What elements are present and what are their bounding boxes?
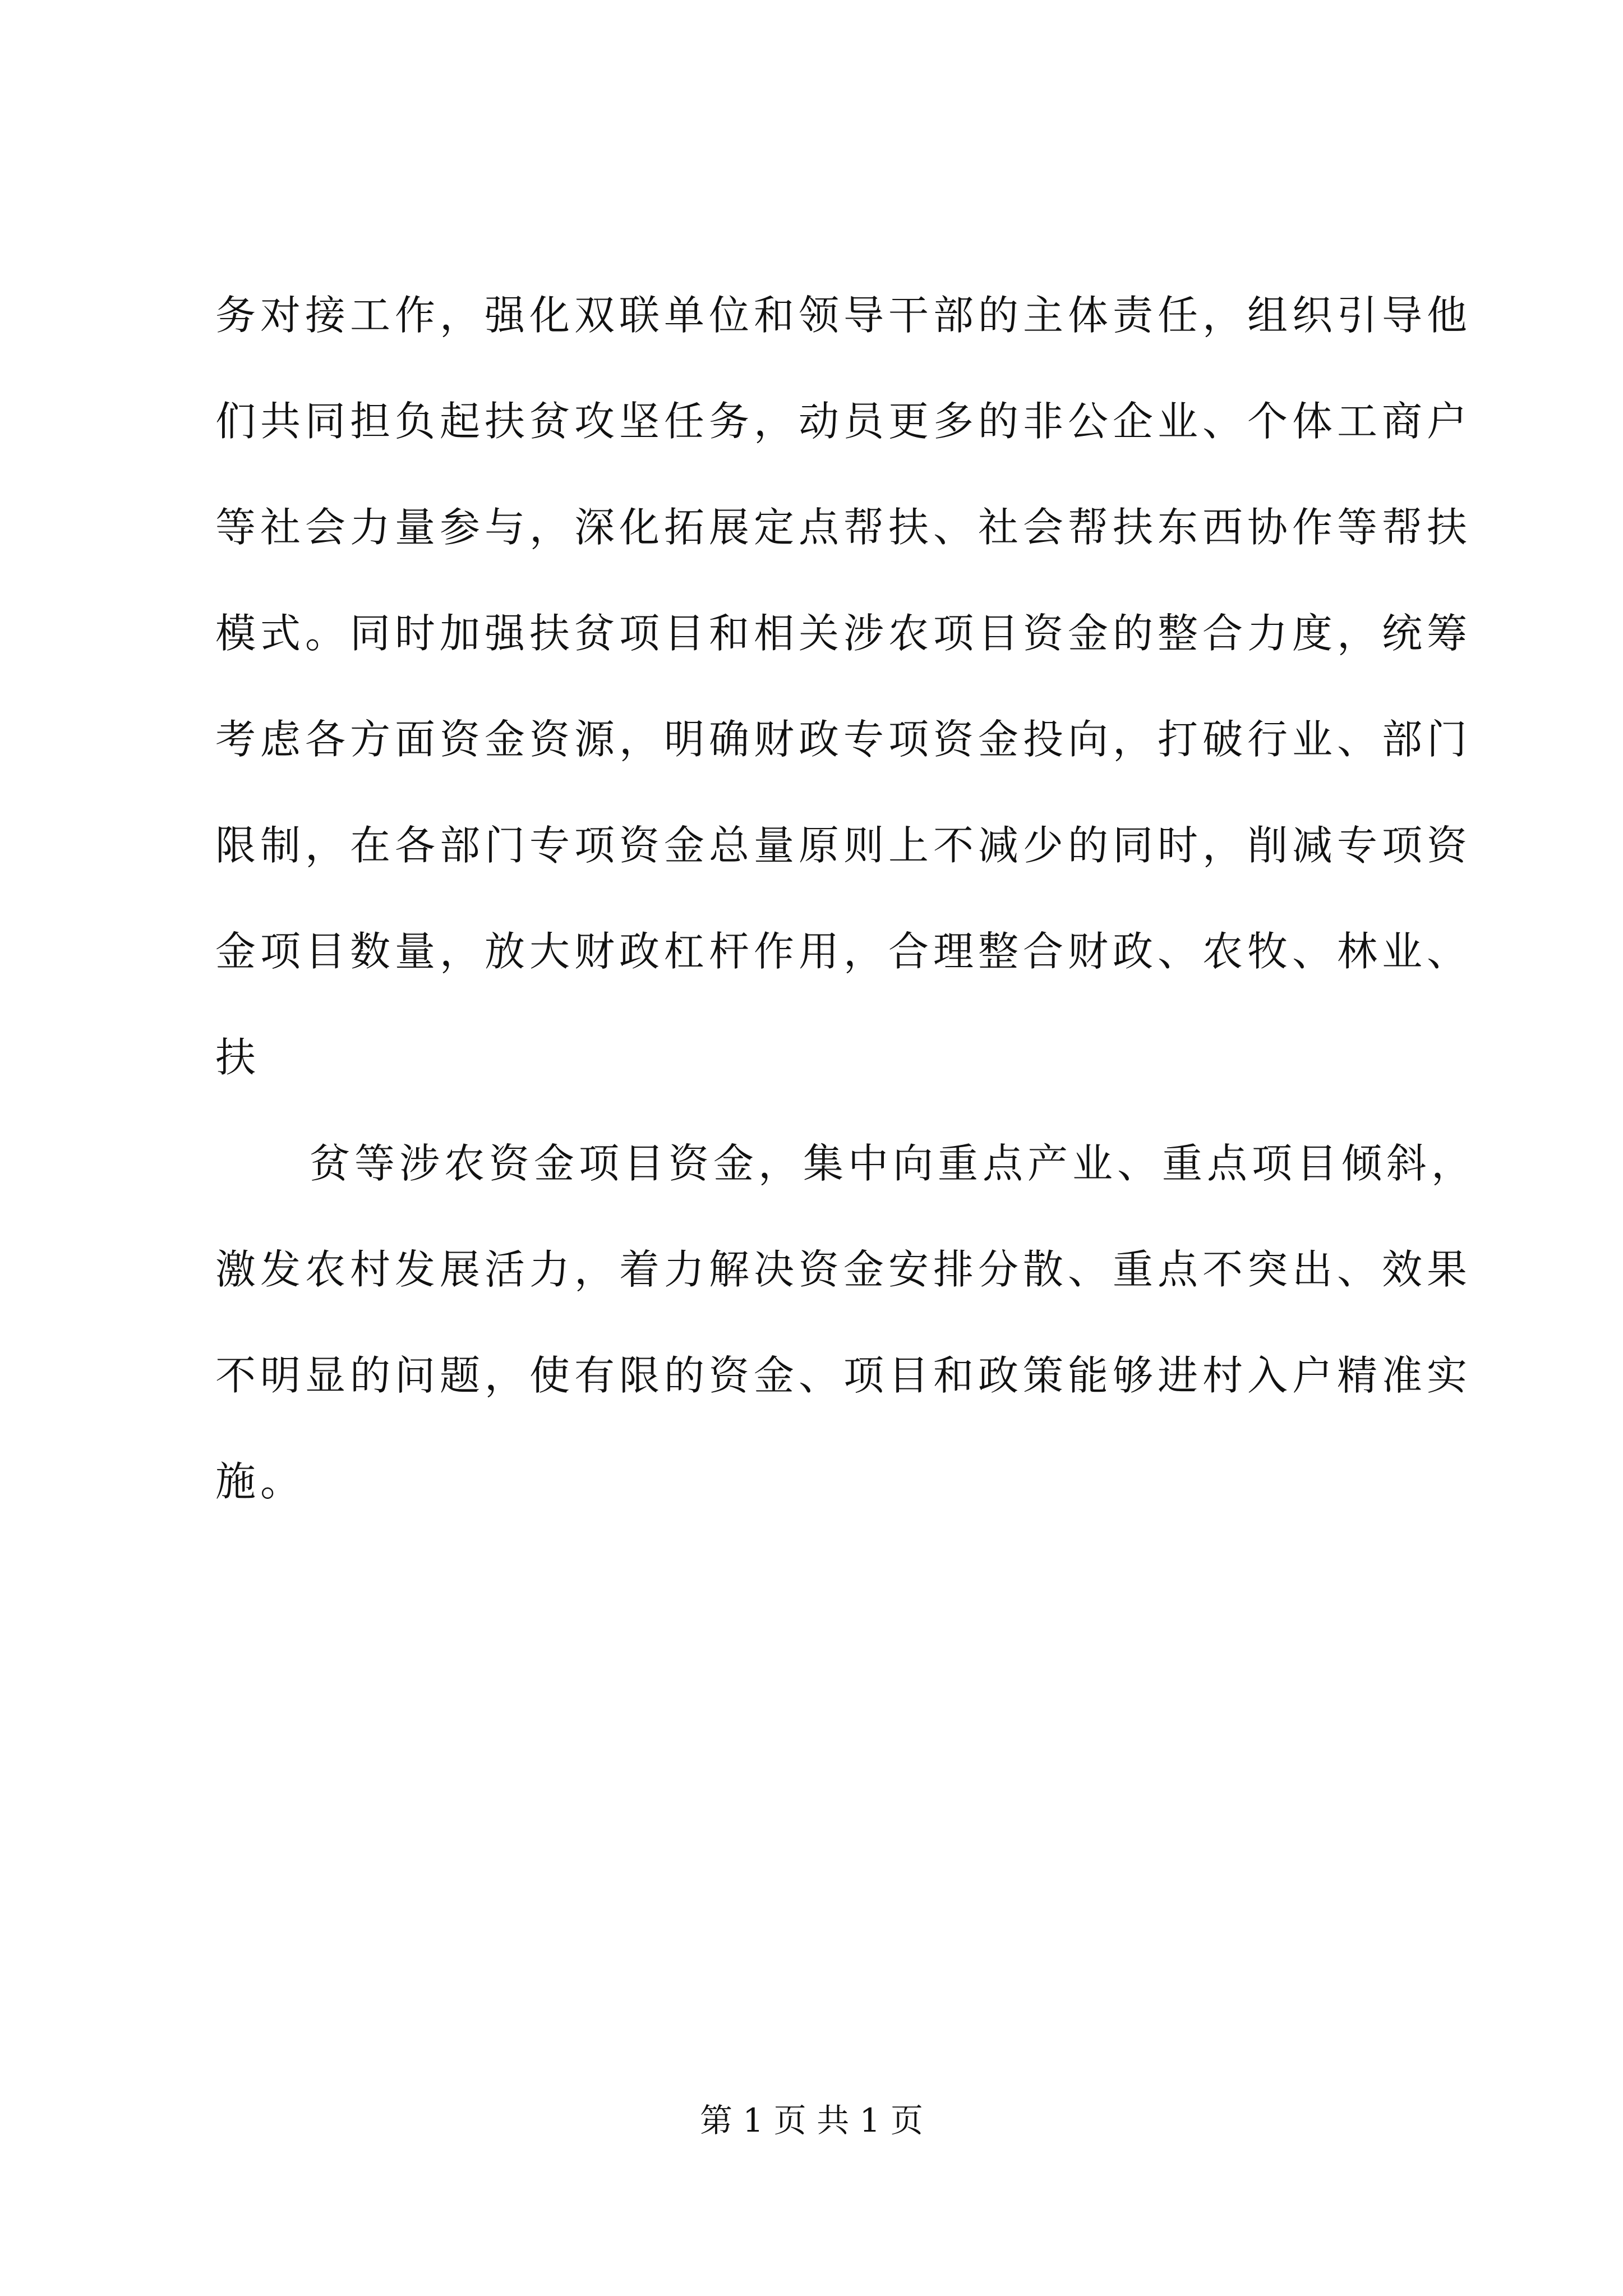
text-line: 们共同担负起扶贫攻坚任务，动员更多的非公企业、个体工商户 [215,398,1472,445]
text-line: 金项目数量，放大财政杠杆作用，合理整合财政、农牧、林业、 [215,928,1472,975]
text-line: 扶 [215,1034,261,1081]
text-line: 模式。同时加强扶贫项目和相关涉农项目资金的整合力度，统筹 [215,610,1472,657]
text-line: 限制，在各部门专项资金总量原则上不减少的同时，削减专项资 [215,822,1472,869]
text-line: 等社会力量参与，深化拓展定点帮扶、社会帮扶东西协作等帮扶 [215,504,1472,551]
document-body [215,263,1477,1535]
text-line: 不明显的问题，使有限的资金、项目和政策能够进村入户精准实 [215,1352,1472,1399]
text-line: 贫等涉农资金项目资金，集中向重点产业、重点项目倾斜， [310,1140,1477,1187]
text-line: 施。 [215,1458,306,1505]
text-line: 务对接工作，强化双联单位和领导干部的主体责任，组织引导他 [215,292,1472,339]
page-number-footer: 第 1 页 共 1 页 [700,2101,923,2139]
text-line: 考虑各方面资金资源，明确财政专项资金投向，打破行业、部门 [215,716,1472,763]
text-line: 激发农村发展活力，着力解决资金安排分散、重点不突出、效果 [215,1246,1472,1293]
